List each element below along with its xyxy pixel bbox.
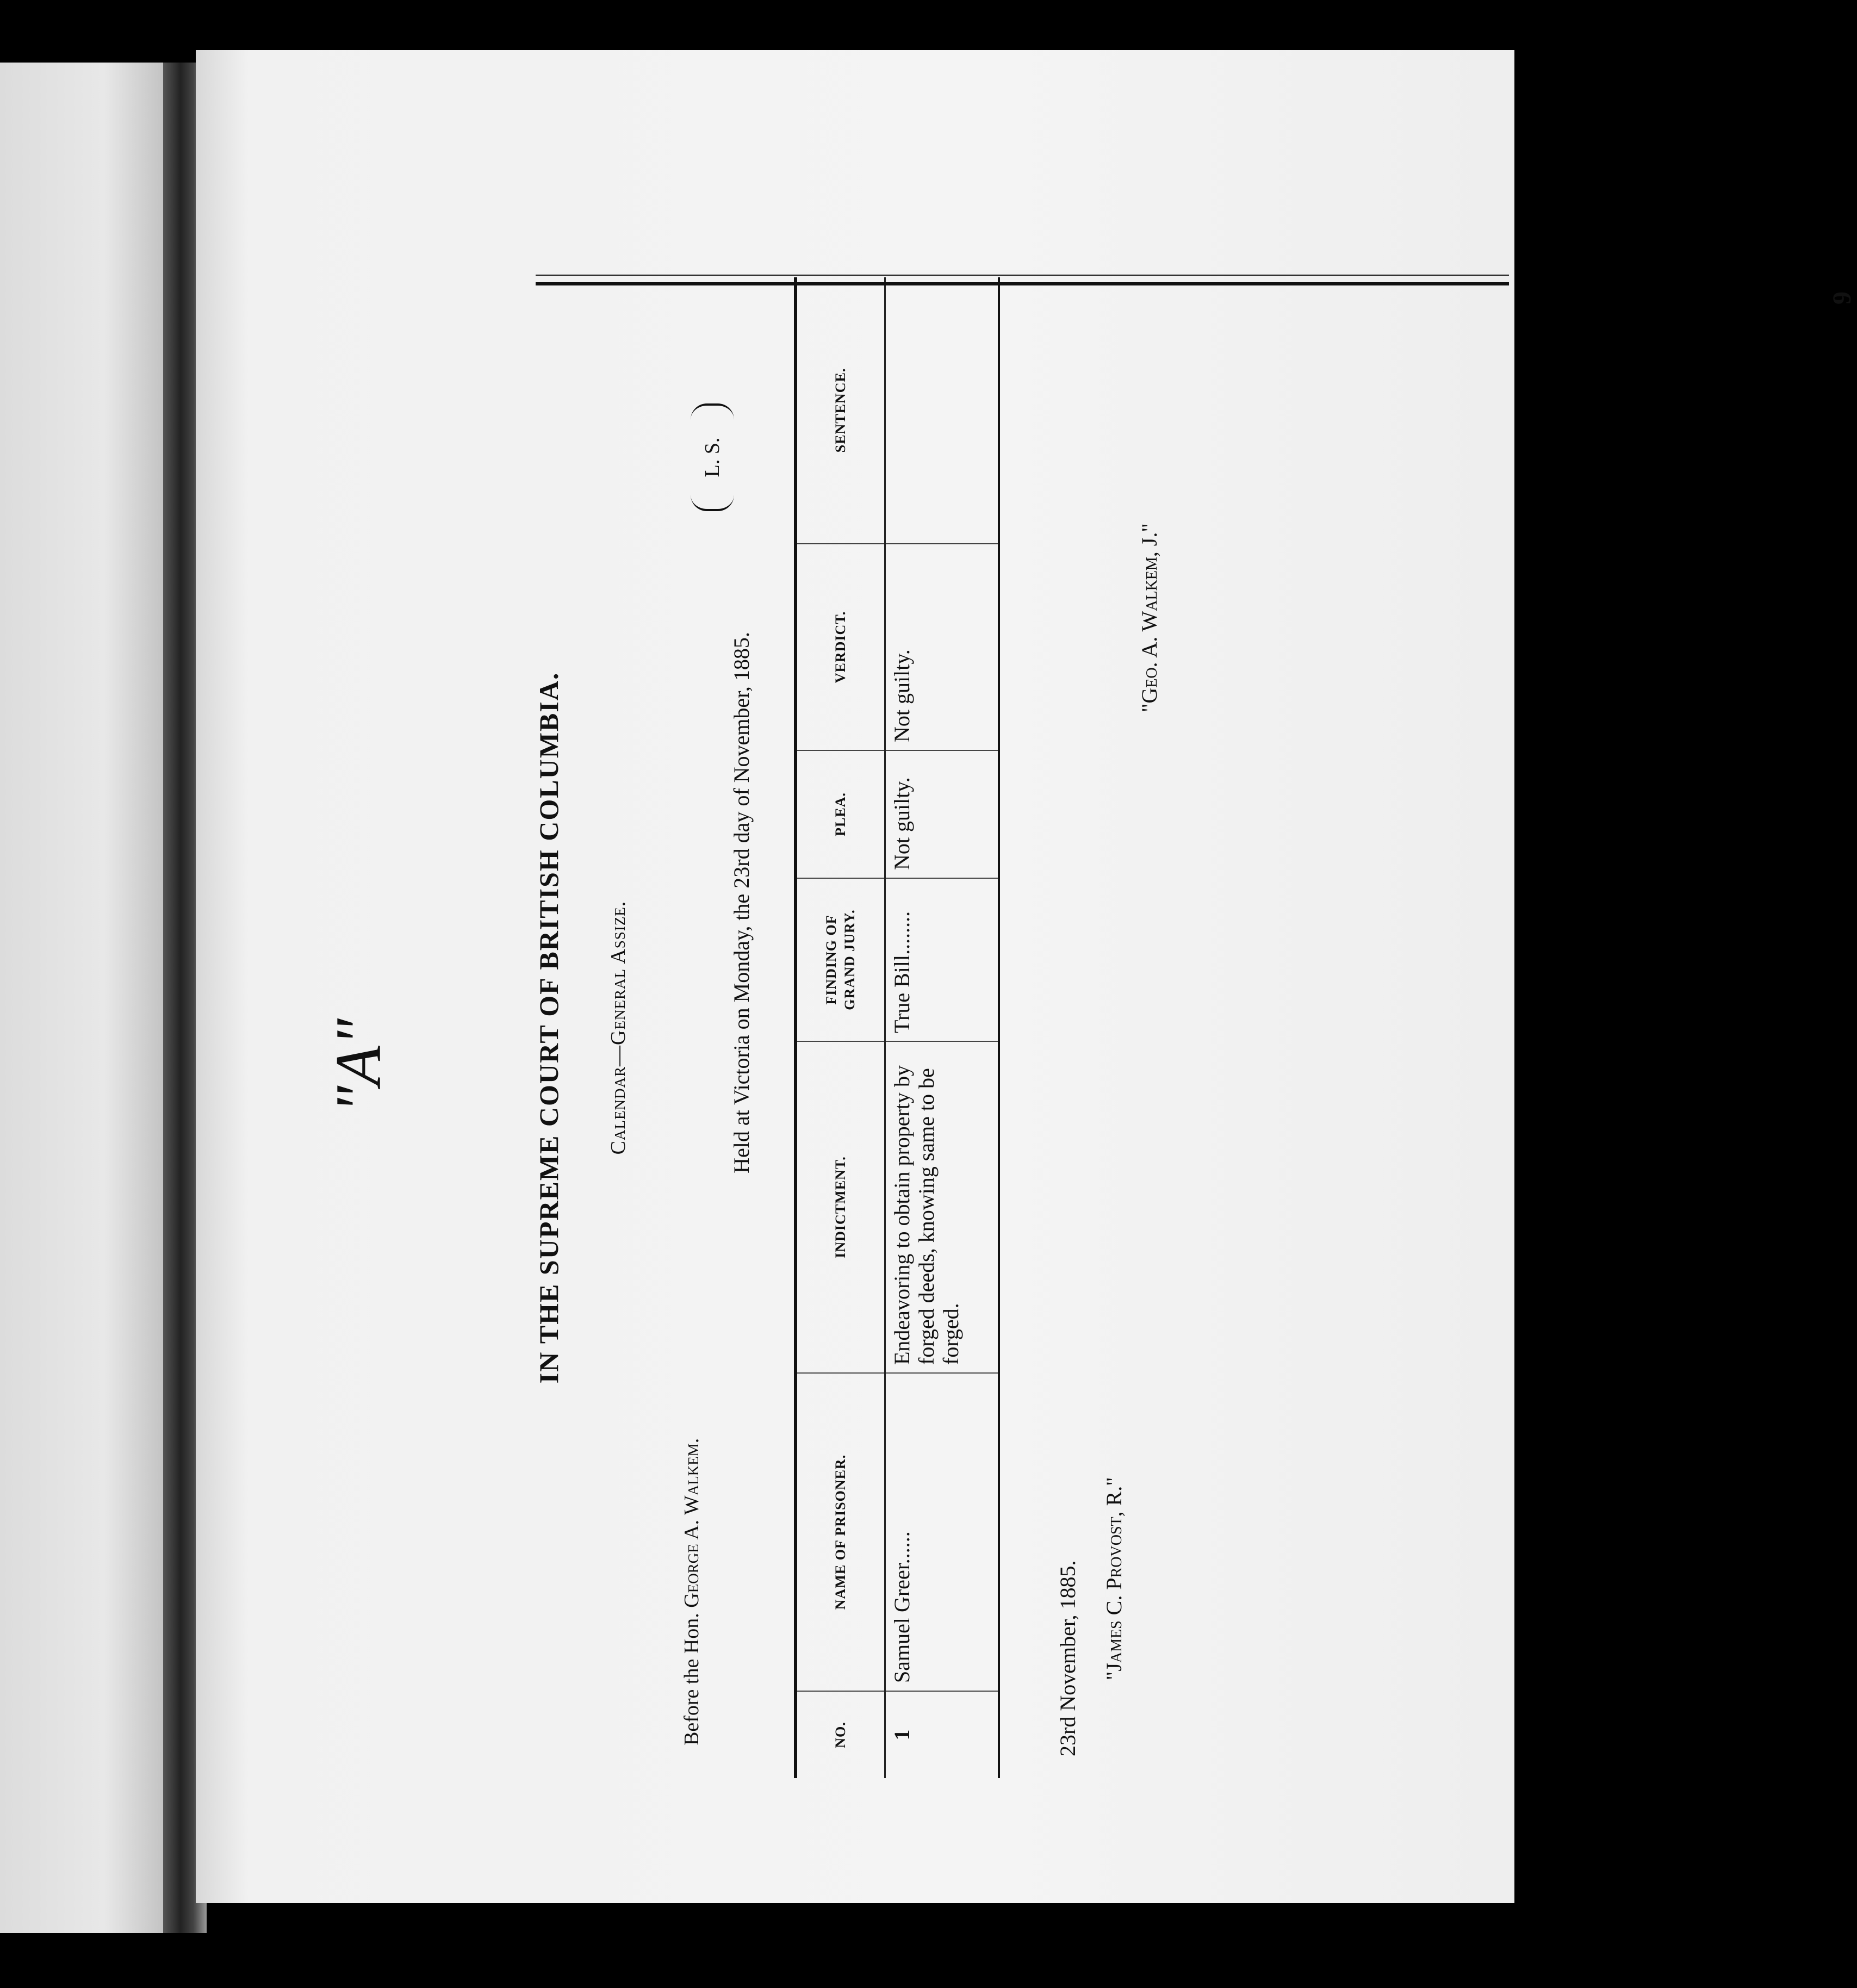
page-number: 9 <box>1828 291 1856 305</box>
header-name: NAME OF PRISONER. <box>796 1373 885 1691</box>
cell-finding: True Bill........ <box>885 878 999 1041</box>
cell-sentence <box>885 277 999 544</box>
header-verdict: VERDICT. <box>796 544 885 750</box>
header-no: NO. <box>796 1691 885 1778</box>
calendar-title: Calendar—General Assize. <box>607 900 630 1155</box>
seal-ls: L. S. <box>691 403 734 511</box>
table-row <box>885 277 999 1778</box>
before-judge-line <box>680 875 704 1745</box>
header-rule <box>536 275 1509 285</box>
court-title: IN THE SUPREME COURT OF BRITISH COLUMBIA. <box>533 672 564 1384</box>
cell-no: 1 <box>885 1691 999 1778</box>
judge-name: George A. Walkem. <box>680 1438 703 1608</box>
date-line: 23rd November, 1885. <box>1055 1560 1080 1756</box>
judge-signature: "Geo. A. Walkem, J." <box>1137 523 1162 712</box>
held-at-line: Held at Victoria on Monday, the 23rd day of November, 1885. <box>729 632 754 1173</box>
registrar-signature: "James C. Provost, R." <box>1102 1477 1126 1680</box>
calendar-table <box>794 277 1000 1778</box>
cell-verdict: Not guilty. <box>885 544 999 750</box>
cell-name: Samuel Greer...... <box>885 1373 999 1691</box>
before-prefix: Before the Hon. <box>680 1613 703 1745</box>
table-header-row <box>796 277 885 1778</box>
rotated-page-content <box>250 277 1856 1778</box>
exhibit-label: "A" <box>322 1018 394 1114</box>
header-indictment: INDICTMENT. <box>796 1041 885 1373</box>
header-finding: FINDING OF GRAND JURY. <box>796 878 885 1041</box>
cell-indictment: Endeavoring to obtain property by forged deeds, knowing same to be forged. <box>885 1041 999 1373</box>
header-plea: PLEA. <box>796 750 885 878</box>
left-facing-page <box>0 63 174 1933</box>
cell-plea: Not guilty. <box>885 750 999 878</box>
header-sentence: SENTENCE. <box>833 368 849 453</box>
